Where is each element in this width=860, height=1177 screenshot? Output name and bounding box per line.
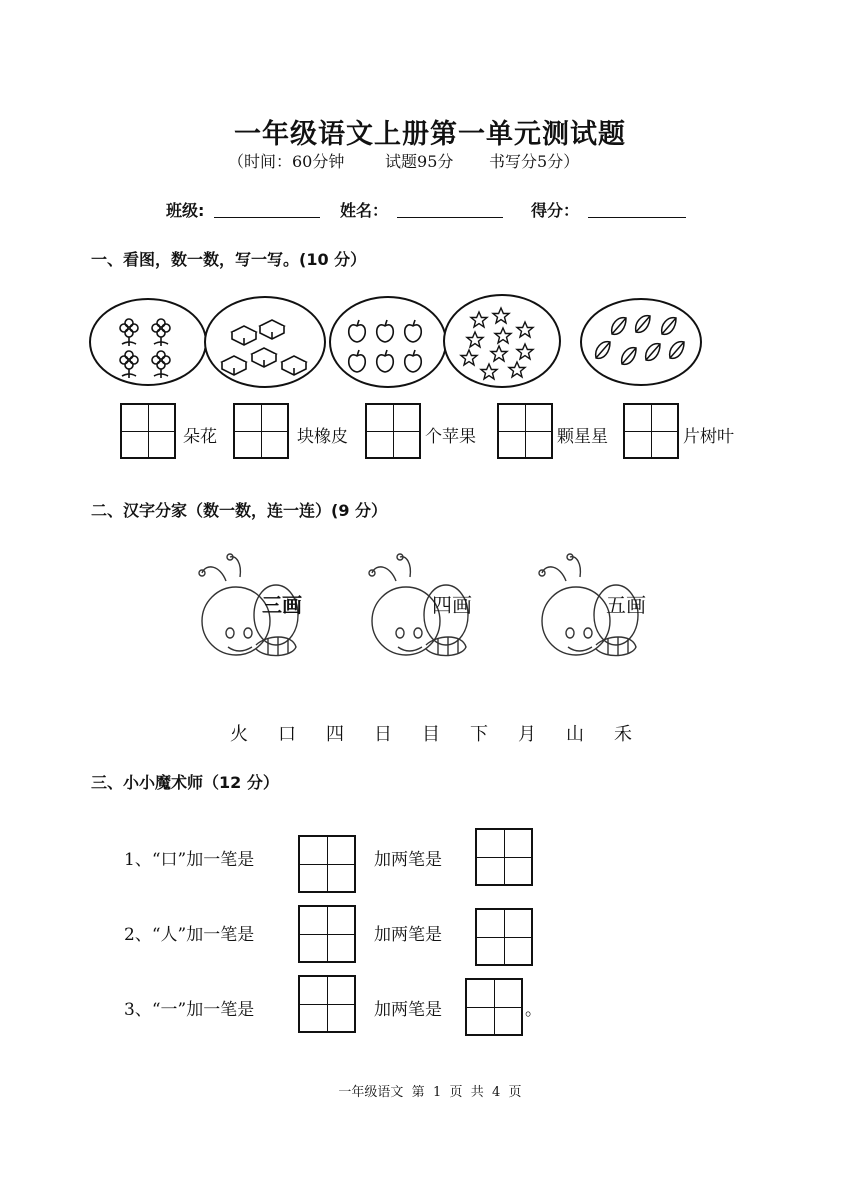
section-1-heading: 一、看图，数一数，写一写。(10 分） xyxy=(91,250,367,269)
character[interactable]: 火 xyxy=(230,724,248,745)
answer-grid-erasers[interactable] xyxy=(233,403,289,459)
bee-label: 四画 xyxy=(432,593,472,617)
unit-label: 朵花 xyxy=(183,427,217,447)
character[interactable]: 禾 xyxy=(614,724,632,745)
unit-label: 片树叶 xyxy=(683,427,734,447)
character[interactable]: 目 xyxy=(422,724,440,745)
answer-grid-add-two[interactable] xyxy=(475,828,533,886)
score-blank[interactable] xyxy=(588,199,686,218)
character[interactable]: 下 xyxy=(470,724,488,745)
flower-group xyxy=(89,298,207,386)
flower-icon xyxy=(91,300,205,384)
answer-grid-flowers[interactable] xyxy=(120,403,176,459)
answer-grid-stars[interactable] xyxy=(497,403,553,459)
bee-card-three-strokes xyxy=(196,553,306,665)
answer-grid-leaves[interactable] xyxy=(623,403,679,459)
question-2-middle: 加两笔是 xyxy=(374,925,442,945)
character[interactable]: 山 xyxy=(566,724,584,745)
bee-card-four-strokes xyxy=(366,553,476,665)
name-blank[interactable] xyxy=(397,199,503,218)
unit-label: 个苹果 xyxy=(425,427,476,447)
answer-grid-add-two[interactable] xyxy=(465,978,523,1036)
bee-label: 五画 xyxy=(606,593,646,617)
character[interactable]: 四 xyxy=(326,724,344,745)
section-3-heading: 三、小小魔术师（12 分） xyxy=(91,773,279,792)
bee-card-five-strokes xyxy=(536,553,646,665)
star-icon xyxy=(445,296,559,386)
character[interactable]: 口 xyxy=(278,724,296,745)
counting-pictures xyxy=(0,290,860,400)
section-2-heading: 二、汉字分家（数一数，连一连）(9 分） xyxy=(91,501,388,520)
character[interactable]: 月 xyxy=(518,724,536,745)
character[interactable]: 日 xyxy=(374,724,392,745)
question-3-middle: 加两笔是 xyxy=(374,1000,442,1020)
question-2-prefix: 2、“人”加一笔是 xyxy=(124,925,255,945)
question-3-prefix: 3、“一”加一笔是 xyxy=(124,1000,255,1020)
unit-label: 颗星星 xyxy=(557,427,608,447)
answer-grid-add-one[interactable] xyxy=(298,835,356,893)
answer-grid-add-one[interactable] xyxy=(298,975,356,1033)
eraser-icon xyxy=(206,298,324,386)
exam-subtitle: （时间：60分钟 试题95分 书写分5分） xyxy=(228,152,580,171)
unit-label: 块橡皮 xyxy=(297,427,348,447)
star-group xyxy=(443,294,561,388)
question-1-middle: 加两笔是 xyxy=(374,850,442,870)
page-footer: 一年级语文 第 1 页 共 4 页 xyxy=(338,1085,522,1100)
name-label: 姓名： xyxy=(340,201,389,220)
class-label: 班级: xyxy=(166,201,205,220)
score-label: 得分： xyxy=(531,201,580,220)
apple-icon xyxy=(331,298,445,386)
apple-group xyxy=(329,296,447,388)
answer-grid-add-two[interactable] xyxy=(475,908,533,966)
answer-grid-apples[interactable] xyxy=(365,403,421,459)
page-title: 一年级语文上册第一单元测试题 xyxy=(234,119,626,150)
eraser-group xyxy=(204,296,326,388)
question-1-prefix: 1、“口”加一笔是 xyxy=(124,850,255,870)
class-blank[interactable] xyxy=(214,199,320,218)
answer-grid-add-one[interactable] xyxy=(298,905,356,963)
question-3-suffix: 。 xyxy=(525,1000,542,1020)
bee-label: 三画 xyxy=(262,593,302,617)
leaf-group xyxy=(580,298,702,386)
leaf-icon xyxy=(582,300,700,384)
